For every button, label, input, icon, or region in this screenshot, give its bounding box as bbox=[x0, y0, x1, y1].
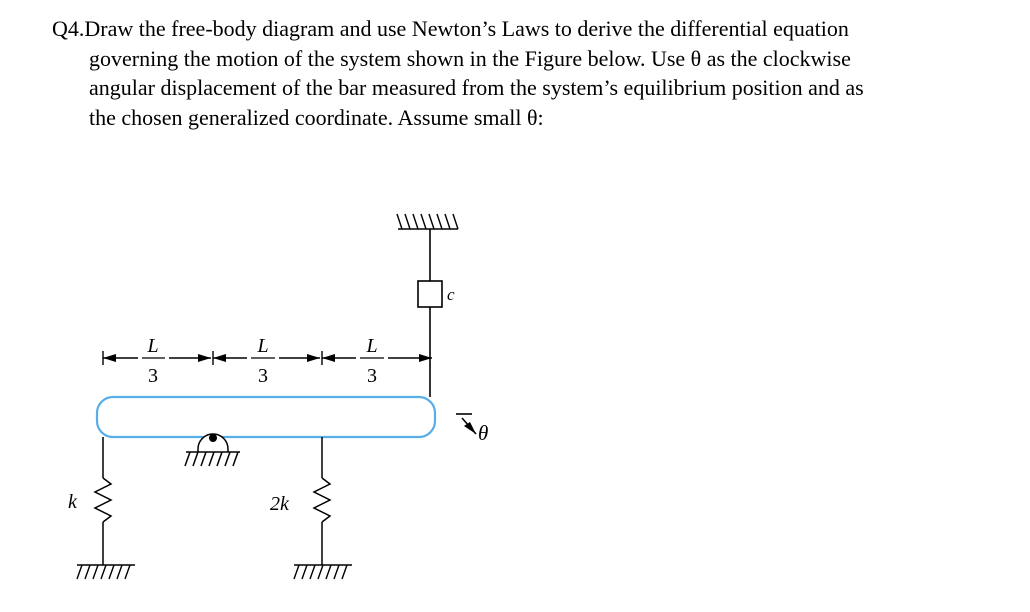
question-line-3: angular displacement of the bar measured from the system’s equilibrium position and as bbox=[89, 75, 864, 100]
svg-text:L: L bbox=[147, 335, 159, 357]
svg-text:L: L bbox=[366, 335, 378, 357]
left-ground bbox=[77, 565, 135, 579]
middle-spring bbox=[314, 437, 330, 565]
damper bbox=[418, 229, 442, 397]
dimension-label-3 bbox=[360, 335, 384, 387]
dimension-label-1 bbox=[142, 335, 165, 387]
question-line-4: the chosen generalized coordinate. Assume small θ: bbox=[89, 104, 544, 130]
middle-spring-label: 2k bbox=[270, 493, 289, 515]
left-spring bbox=[95, 437, 111, 565]
theta-arrow bbox=[456, 414, 476, 434]
rigid-bar bbox=[97, 397, 435, 437]
svg-text:3: 3 bbox=[367, 365, 377, 387]
ceiling-support bbox=[397, 214, 458, 229]
left-spring-label: k bbox=[68, 491, 77, 513]
svg-text:3: 3 bbox=[148, 365, 158, 387]
middle-ground bbox=[294, 565, 352, 579]
theta-label: θ bbox=[478, 421, 489, 445]
svg-text:3: 3 bbox=[258, 365, 268, 387]
dimension-label-2 bbox=[251, 335, 275, 387]
question-line-2: governing the motion of the system shown in the Figure below. Use θ as the clockwise bbox=[89, 45, 851, 71]
damper-label: c bbox=[447, 285, 455, 304]
pin-support bbox=[185, 434, 240, 466]
svg-text:L: L bbox=[257, 335, 269, 357]
question-line-1: Q4.Draw the free-body diagram and use Newton’s Laws to derive the differential equation bbox=[52, 16, 849, 41]
question-number: Q4. bbox=[52, 16, 85, 41]
